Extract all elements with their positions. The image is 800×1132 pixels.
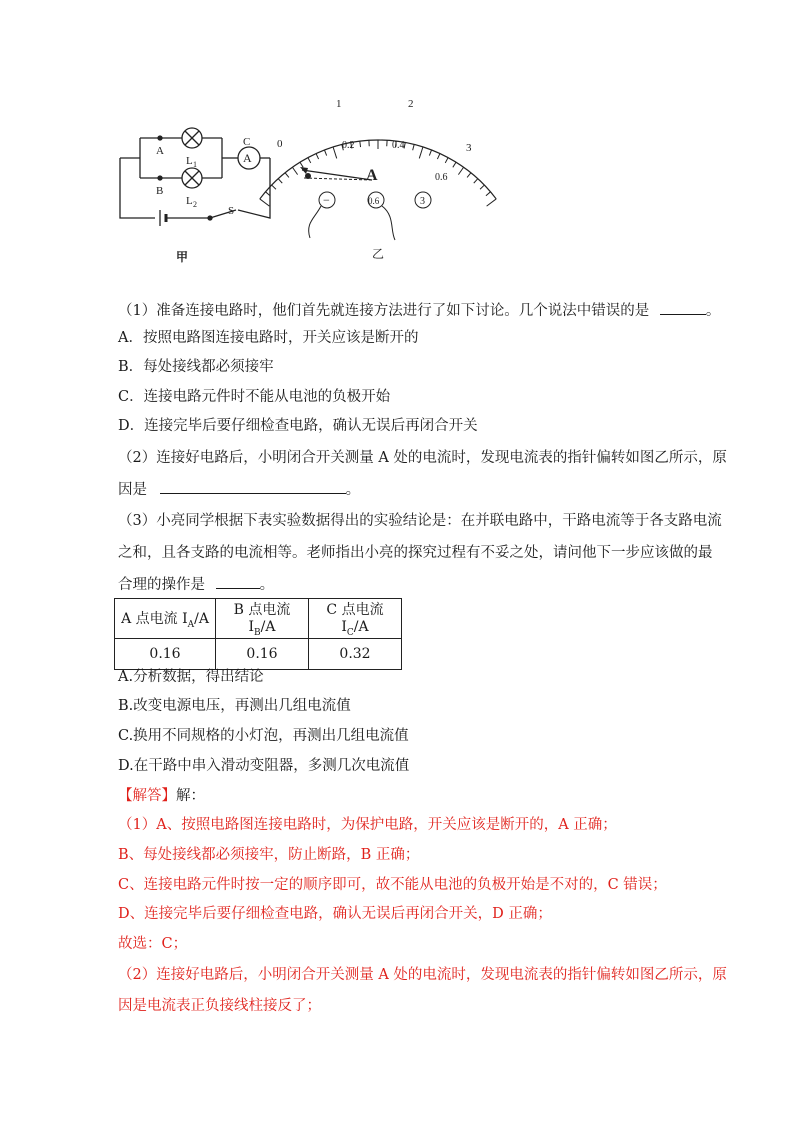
label-l1-sub: 1	[193, 160, 197, 169]
wire-terminal-06	[382, 206, 395, 240]
figures-svg	[110, 88, 510, 268]
data-table	[114, 598, 402, 670]
scale-top-1: 1	[336, 98, 342, 110]
ammeter-label: A	[243, 151, 252, 165]
q2-blank[interactable]	[160, 479, 346, 494]
q1-option-c: C．连接电路元件时不能从电池的负极开始	[118, 389, 391, 405]
answer-line-2: B、每处接线都必须接牢，防止断路，B 正确；	[118, 847, 420, 863]
table-value-c: 0.32	[309, 638, 402, 669]
answer-choice: 故选：C；	[118, 936, 188, 952]
label-l2: L	[186, 195, 193, 207]
scale-bottom-0-4: 0.4	[392, 140, 405, 151]
meter-tick	[480, 185, 484, 189]
meter-tick	[324, 150, 326, 156]
ammeter-face	[260, 98, 496, 261]
node-b	[158, 176, 162, 180]
figures	[110, 88, 510, 268]
table-value-b: 0.16	[216, 638, 309, 669]
scale-top-3: 3	[466, 142, 472, 154]
q1-end: 。	[705, 303, 721, 319]
q1-stem: （1）准备连接电路时，他们首先就连接方法进行了如下讨论。几个说法中错误的是	[118, 303, 650, 319]
q3-line-3	[118, 574, 800, 595]
caption-jia: 甲	[176, 250, 189, 264]
q2-line-2	[118, 479, 800, 500]
scale-bottom-0-6: 0.6	[435, 172, 448, 183]
answer-line-3: C、连接电路元件时按一定的顺序即可，故不能从电池的负极开始是不对的，C 错误；	[118, 877, 667, 893]
scale-top-0: 0	[277, 138, 283, 150]
meter-tick	[308, 158, 311, 163]
meter-tick	[333, 147, 337, 158]
meter-bottom-scale	[342, 140, 448, 183]
meter-tick	[487, 199, 497, 206]
q1-blank[interactable]	[660, 300, 706, 315]
q3-end: 。	[259, 577, 275, 593]
label-a: A	[156, 145, 164, 157]
table-header-row	[115, 599, 402, 639]
answer-line-4: D、连接完毕后要仔细检查电路，确认无误后再闭合开关，D 正确；	[118, 906, 552, 922]
table-header-a: A 点电流 $I_A/A$	[115, 599, 216, 639]
meter-tick	[292, 167, 297, 174]
table-header-c: C 点电流 $I_C/A$	[309, 599, 402, 639]
meter-tick	[413, 144, 414, 150]
table-value-a: 0.16	[115, 638, 216, 669]
meter-tick	[486, 192, 491, 196]
meter-tick	[285, 173, 289, 178]
q2-end: 。	[345, 482, 361, 498]
label-l1: L	[186, 155, 193, 167]
answer-title-tail: 解：	[176, 788, 205, 804]
q3-option-d: D.在干路中串入滑动变阻器，多测几次电流值	[118, 758, 410, 774]
q2-line-1: （2）连接好电路后，小明闭合开关测量 A 处的电流时，发现电流表的指针偏转如图乙所示，原	[118, 450, 727, 466]
answer-q2-line-2: 因是电流表正负接线柱接反了；	[118, 998, 321, 1014]
table-row	[115, 638, 402, 669]
terminal-3-label: 3	[420, 196, 425, 207]
terminal-negative-label: −	[323, 193, 330, 207]
q3-line-2: 之和，且各支路的电流相等。老师指出小亮的探究过程有不妥之处，请问他下一步应该做的最	[118, 545, 713, 561]
needle-tip	[300, 167, 308, 174]
meter-tick	[453, 162, 456, 167]
meter-unit: A	[366, 167, 378, 184]
meter-tick	[437, 154, 440, 159]
meter-tick	[429, 150, 431, 156]
meter-tick	[458, 167, 463, 174]
q3-blank[interactable]	[216, 574, 260, 589]
meter-top-scale	[277, 98, 472, 154]
q3-option-b: B.改变电源电压，再测出几组电流值	[118, 698, 351, 714]
q2-line-2-text: 因是	[118, 482, 147, 498]
q3-line-1: （3）小亮同学根据下表实验数据得出的实验结论是：在并联电路中，干路电流等于各支路电流	[118, 513, 722, 529]
meter-tick	[300, 162, 303, 167]
meter-tick	[445, 158, 448, 163]
meter-tick	[360, 141, 361, 147]
wire-left	[120, 158, 155, 218]
answer-q2-line-1: （2）连接好电路后，小明闭合开关测量 A 处的电流时，发现电流表的指针偏转如图乙所示，原	[118, 967, 727, 983]
terminal-06-label: 0.6	[368, 196, 380, 206]
q3-option-c: C.换用不同规格的小灯泡，再测出几组电流值	[118, 728, 409, 744]
q1-option-b: B．每处接线都必须接牢	[118, 359, 274, 375]
q1-option-a: A．按照电路图连接电路时，开关应该是断开的	[118, 330, 419, 346]
label-l2-sub: 2	[193, 200, 197, 209]
meter-tick	[278, 179, 282, 183]
node-a	[158, 136, 162, 140]
label-switch: S	[228, 205, 235, 217]
scale-top-2: 2	[408, 98, 414, 110]
q1-option-d: D．连接完毕后要仔细检查电路，确认无误后再闭合开关	[118, 418, 478, 434]
meter-tick	[419, 147, 423, 158]
caption-yi: 乙	[372, 247, 385, 261]
q1-stem-line	[118, 300, 800, 321]
q3-line-3-text: 合理的操作是	[118, 577, 205, 593]
meter-tick	[316, 154, 319, 159]
meter-tick	[272, 185, 276, 189]
meter-tick	[474, 179, 478, 183]
wire-terminal-negative	[309, 206, 321, 238]
answer-line-1: （1）A、按照电路图连接电路时，为保护电路，开关应该是断开的，A 正确；	[118, 817, 617, 833]
q3-option-a: A.分析数据，得出结论	[118, 669, 264, 685]
label-c: C	[243, 136, 251, 148]
circuit-labels	[156, 136, 252, 264]
scale-bottom-0-2: 0.2	[342, 140, 355, 151]
label-b: B	[156, 185, 164, 197]
meter-tick	[467, 173, 471, 178]
table-header-b: B 点电流 $I_B/A$	[216, 599, 309, 639]
answer-title: 【解答】	[118, 788, 176, 804]
meter-tick	[260, 199, 270, 206]
answer-title-line	[118, 786, 800, 806]
